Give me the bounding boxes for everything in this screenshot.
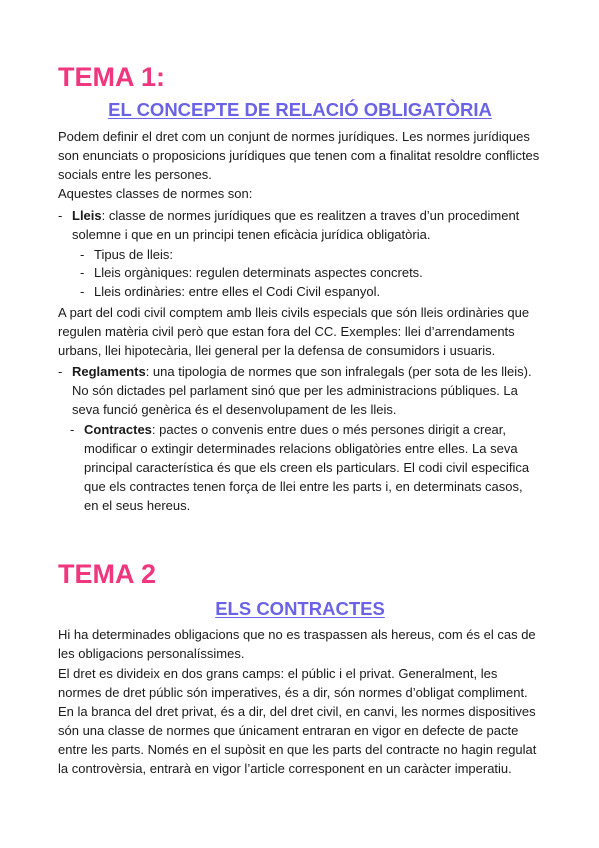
tema2-p2-line-4: són una classe de normes que únicament entraran en vigor en defecte de pacte <box>58 723 519 738</box>
tema1-intro-line-2: son enunciats o proposicions jurídiques que tenen com a finalitat resoldre conflictes <box>58 148 540 163</box>
tema2-p2-line-3: En la branca del dret privat, és a dir, del dret civil, en canvi, les normes dispositives <box>58 704 536 719</box>
tema1-intro-line-1: Podem definir el dret com un conjunt de normes jurídiques. Les normes jurídiques <box>58 129 530 144</box>
lleis-text-1: : classe de normes jurídiques que es realitzen a traves d’un procediment <box>101 208 520 223</box>
tema2-p1-line-1: Hi ha determinades obligacions que no es traspassen als hereus, com és el cas de <box>58 627 536 642</box>
contractes-line-1 <box>84 421 506 439</box>
codi-civil-line-3: urbans, llei hipotecària, llei general per la defensa de consumidors i usuaris. <box>58 343 496 358</box>
tema2-p1-line-2: les obligacions personalíssimes. <box>58 646 245 661</box>
codi-civil-line-1: A part del codi civil comptem amb lleis civils especials que són lleis ordinàries que <box>58 305 530 320</box>
lleis-bullet: - <box>58 208 63 223</box>
tema1-intro-line-3: socials entre les persones. <box>58 167 212 182</box>
tema2-p2-line-6: la controvèrsia, entrarà en vigor l’article corresponent en un caràcter imperatiu. <box>58 761 512 776</box>
reglaments-line-1 <box>72 363 532 381</box>
lleis-subitem-bullet-3: - <box>80 284 85 299</box>
tema2-p2-line-1: El dret es divideix en dos grans camps: el públic i el privat. Generalment, les <box>58 666 498 681</box>
contractes-line-5: en el seus hereus. <box>84 498 191 513</box>
contractes-line-4: que els contractes tenen força de llei entre les parts i, en determinats casos, <box>84 479 523 494</box>
tema1-intro-line-4: Aquestes classes de normes son: <box>58 186 253 201</box>
lleis-line-2: solemne i que en un principi tenen eficàcia jurídica obligatòria. <box>72 227 431 242</box>
lleis-subitem-3: Lleis ordinàries: entre elles el Codi Civil espanyol. <box>94 284 381 299</box>
codi-civil-line-2: regulen matèria civil però que estan fora del CC. Exemples: llei d’arrendaments <box>58 324 515 339</box>
tema1-subtitle: EL CONCEPTE DE RELACIÓ OBLIGATÒRIA <box>108 99 492 120</box>
tema2-subtitle: ELS CONTRACTES <box>215 598 385 619</box>
reglaments-line-3: seva funció genèrica és el desenvolupament de les lleis. <box>72 402 397 417</box>
tema2-p2-line-2: normes de dret públic són imperatives, és a dir, són normes d’obligat compliment. <box>58 685 528 700</box>
contractes-term: Contractes <box>84 422 152 437</box>
tema1-title: TEMA 1: <box>58 62 165 92</box>
lleis-term: Lleis <box>72 208 102 223</box>
lleis-subitem-bullet-2: - <box>80 265 85 280</box>
contractes-line-3: principal característica és que els creen els particulars. El codi civil especifica <box>84 460 530 475</box>
lleis-line-1 <box>72 207 519 225</box>
tema2-p2-line-5: entre les parts. Només en el supòsit en que les parts del contracte no hagin regulat <box>58 742 537 757</box>
reglaments-line-2: No són dictades pel parlament sinó que per les administracions públiques. La <box>72 383 518 398</box>
reglaments-bullet: - <box>58 364 63 379</box>
contractes-bullet: - <box>70 422 75 437</box>
lleis-subitem-1: Tipus de lleis: <box>94 247 173 262</box>
reglaments-term: Reglaments <box>72 364 146 379</box>
contractes-text-1: : pactes o convenis entre dues o més persones dirigit a crear, <box>151 422 507 437</box>
tema2-title: TEMA 2 <box>58 559 157 589</box>
contractes-line-2: modificar o extingir determinades relacions obligatòries entre elles. La seva <box>84 441 518 456</box>
reglaments-text-1: : una tipologia de normes que son infralegals (per sota de les lleis). <box>145 364 532 379</box>
lleis-subitem-2: Lleis orgàniques: regulen determinats aspectes concrets. <box>94 265 423 280</box>
lleis-subitem-bullet-1: - <box>80 247 85 262</box>
